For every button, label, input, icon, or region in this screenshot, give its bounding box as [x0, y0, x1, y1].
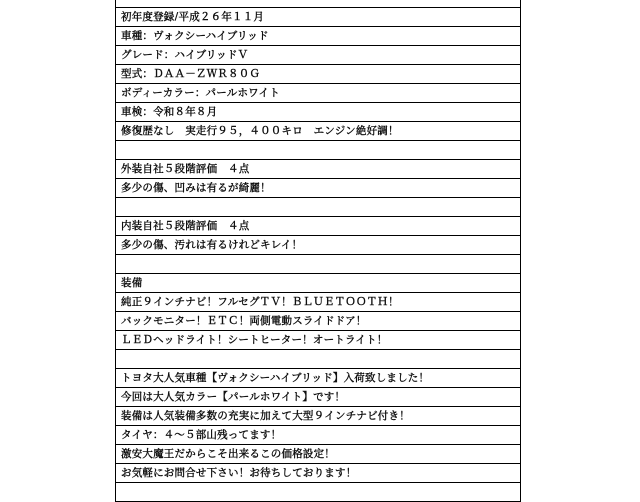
row-text: グレード：ハイブリッドＶ: [121, 49, 249, 61]
table-row: [116, 217, 520, 236]
table-row: [116, 65, 520, 84]
table-row: [116, 27, 520, 46]
table-row: [116, 293, 520, 312]
table-row: [116, 103, 520, 122]
table-row-empty: [116, 255, 520, 274]
table-row-empty: [116, 350, 520, 369]
row-text: 型式：ＤＡＡ－ＺＷＲ８０Ｇ: [121, 68, 261, 80]
table-row-empty: [116, 483, 520, 502]
row-text: 多少の傷、汚れは有るけれどキレイ！: [121, 239, 303, 251]
row-text: 車検：令和８年８月: [121, 106, 218, 118]
table-row-empty: [116, 198, 520, 217]
table-row: [116, 312, 520, 331]
table-row: [116, 464, 520, 483]
table-row: [116, 274, 520, 293]
table-row: [116, 84, 520, 103]
table-row: [116, 388, 520, 407]
table-row: [116, 426, 520, 445]
row-text: トヨタ大人気車種【ヴォクシーハイブリッド】入荷致しました！: [121, 372, 430, 384]
row-text: 激安大魔王だからこそ出来るこの価格設定！: [121, 448, 335, 460]
row-text: バックモニター！ＥＴＣ！両側電動スライドドア！: [121, 315, 367, 327]
table-row: [116, 179, 520, 198]
row-text: 装備: [121, 277, 143, 289]
table-row: [116, 407, 520, 426]
spec-sheet-table: [115, 0, 521, 502]
row-text: タイヤ：４～５部山残ってます！: [121, 429, 282, 441]
table-row-empty: [116, 141, 520, 160]
row-text: 車種：ヴォクシーハイブリッド: [121, 30, 269, 42]
row-text: 純正９インチナビ！フルセグＴＶ！ＢＬＵＥＴＯＯＴＨ！: [121, 296, 399, 308]
row-text: 装備は人気装備多数の充実に加えて大型９インチナビ付き！: [121, 410, 410, 422]
table-row: [116, 160, 520, 179]
table-row: [116, 331, 520, 350]
row-text: 修復歴なし 実走行９５，４００キロ エンジン絶好調！: [121, 125, 399, 137]
row-text: ＬＥＤヘッドライト！シートヒーター！オートライト！: [121, 334, 388, 346]
table-row: [116, 445, 520, 464]
row-text: お気軽にお問合せ下さい！お待ちしております！: [121, 467, 357, 479]
row-text: 外装自社５段階評価 ４点: [121, 163, 250, 175]
row-text: 内装自社５段階評価 ４点: [121, 220, 250, 232]
row-text: ボディーカラー：パールホワイト: [121, 87, 280, 99]
table-row: [116, 236, 520, 255]
row-text: 初年度登録/平成２６年１１月: [121, 11, 265, 23]
row-text: 多少の傷、凹みは有るが綺麗！: [121, 182, 271, 194]
table-row: [116, 7, 520, 27]
table-row: [116, 369, 520, 388]
table-row: [116, 46, 520, 65]
row-text: 今回は大人気カラー【パールホワイト】です！: [121, 391, 346, 403]
table-row: [116, 122, 520, 141]
